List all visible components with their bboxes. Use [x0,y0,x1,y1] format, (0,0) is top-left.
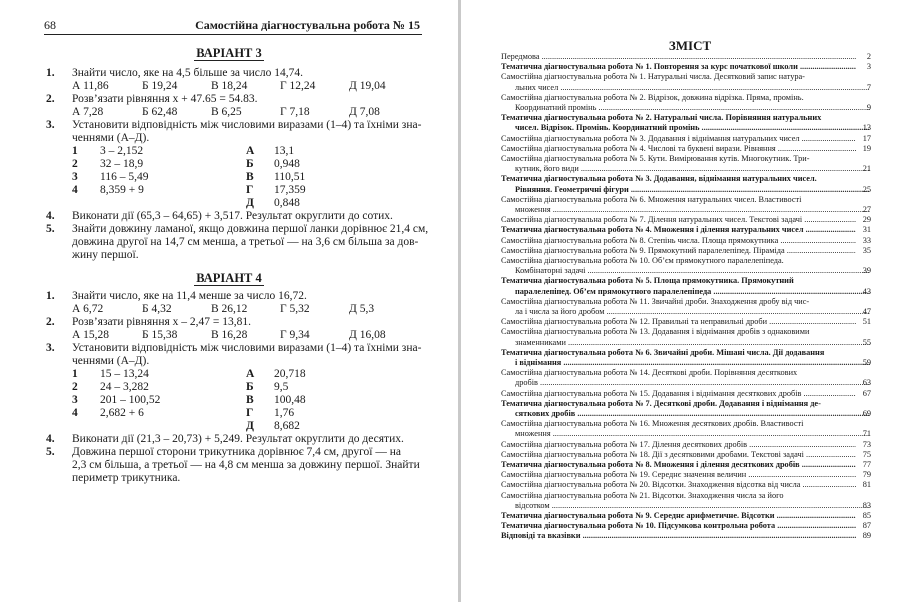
toc-page-number: 27 [862,204,871,214]
toc-page-number: 81 [862,480,871,490]
toc-entry-text: Тематична діагностувальна робота № 6. Звичайні дроби. Мішані числа. Дії додавання [501,347,825,357]
toc-entry-text: Самостійна діагностувальна робота № 11. Звичайні дроби. Знаходження дробу від чис- [501,296,810,306]
toc-page-number: 3 [866,62,871,72]
v3-q4-number: 4. [46,210,55,222]
toc-page-number: 33 [862,235,871,245]
left-page [0,0,458,602]
toc-entry-text: Відповіді та вказівки ..... [501,531,856,541]
v3-q5-text-line2: довжина другої на 14,7 см менша, а третьої — на 3,6 см більша за дов- [72,236,419,248]
toc-entry-text: Рівняння. Геометричні фігури ..... [501,185,870,195]
v4-q2-number: 2. [46,316,55,328]
toc-entry-text: льних чисел ..... [501,83,870,93]
toc-page-number: 85 [862,511,871,520]
v4-q3-text-line1: Установити відповідність між числовими виразами (1–4) та їхніми зна- [72,342,422,354]
v3-item-e-letter: Д [246,197,254,209]
v4-q3-text-line2: ченнями (А–Д). [72,355,150,367]
toc-entry-text: Самостійна діагностувальна робота № 4. Числові та буквені вирази. Рівняння ..... [501,144,856,154]
v4-item-a-value: 20,718 [274,368,306,380]
toc-entry-text: множення ..... [501,205,870,215]
toc-entry-text: Самостійна діагностувальна робота № 1. Натуральні числа. Десятковий запис натура- [501,72,805,82]
v3-q2-number: 2. [46,93,55,105]
running-title: Самостійна діагностувальна робота № 15 [195,18,420,32]
toc-entry-text: Самостійна діагностувальна робота № 14. Десяткові дроби. Порівняння десяткових [501,368,798,378]
v3-q1-option-e: Д 19,04 [349,80,386,92]
toc-entry-text: Самостійна діагностувальна робота № 10. Об’єм прямокутного паралелепіпеда. [501,256,784,265]
v4-q1-option-e: Д 5,3 [349,303,375,315]
toc-entry-text: Тематична діагностувальна робота № 3. Додавання, віднімання натуральних чисел. [501,174,817,184]
v4-item-a-letter: А [246,368,255,380]
toc-entry-text: Самостійна діагностувальна робота № 16. Множення десяткових дробів. Властивості [501,419,804,429]
toc-page-number: 73 [862,439,871,449]
v4-item-3-expr: 201 – 100,52 [100,394,161,406]
toc-entry-text: Самостійна діагностувальна робота № 9. Прямокутний паралелепіпед. Піраміда ..... [501,246,856,256]
v4-item-2-number: 2 [72,381,78,393]
v4-q1-option-a: А 6,72 [72,303,104,315]
v3-q3-text-line1: Установити відповідність між числовими виразами (1–4) та їхніми зна- [72,119,422,131]
v3-item-1-expr: 3 – 2,152 [100,145,144,157]
v4-q2-option-c: В 16,28 [211,329,248,341]
toc-page-number: 55 [862,337,871,347]
toc-entry-text: паралелепіпед. Об’єм прямокутного паралелепіпеда ..... [501,287,870,297]
v3-item-4-number: 4 [72,184,78,196]
toc-page-number: 63 [862,378,871,388]
v3-item-a-letter: А [246,145,255,157]
v3-item-4-expr: 8,359 + 9 [100,184,144,196]
v3-item-c-value: 110,51 [274,171,306,183]
toc-entry-text: дробів ..... [501,378,870,388]
v4-q2-option-b: Б 15,38 [142,329,178,341]
v4-item-b-letter: Б [246,381,254,393]
toc-page-number: 31 [862,225,871,235]
v4-item-e-letter: Д [246,420,254,432]
v3-q1-number: 1. [46,67,55,79]
v3-item-d-value: 17,359 [274,184,306,196]
v4-q2-text: Розв’язати рівняння x – 2,47 = 13,81. [72,316,252,328]
v3-item-1-number: 1 [72,145,78,157]
toc-entry-text: Самостійна діагностувальна робота № 12. Правильні та неправильні дроби ..... [501,317,856,327]
v4-q1-option-c: В 26,12 [211,303,248,315]
toc-entry-text: Самостійна діагностувальна робота № 8. Степінь числа. Площа прямокутника ..... [501,236,856,246]
toc-page-number: 79 [862,470,871,480]
v3-q1-option-b: Б 19,24 [142,80,178,92]
toc-page-number: 75 [862,449,871,459]
v3-item-e-value: 0,848 [274,197,300,209]
toc-page-number: 2 [866,52,871,61]
v4-item-2-expr: 24 – 3,282 [100,381,149,393]
v3-q5-text-line1: Знайти довжину ламаної, якщо довжина першої ланки дорівнює 21,4 см, [72,223,429,235]
toc-page-number: 67 [862,388,871,398]
toc-page-number: 17 [862,133,871,143]
v3-q2-option-d: Г 7,18 [280,106,310,118]
toc-page-number: 77 [862,460,871,469]
toc-entry-text: Самостійна діагностувальна робота № 17. Ділення десяткових дробів ..... [501,440,856,450]
v4-q5-number: 5. [46,446,55,458]
v3-q2-option-c: В 6,25 [211,106,242,118]
toc-entry-text: знаменниками ..... [501,338,870,348]
v4-q5-text-line2: 2,3 см більша, а третьої — на 4,8 см менша за довжину першої. Знайти [72,459,420,471]
v4-q2-option-d: Г 9,34 [280,329,310,341]
toc-entry-text: Тематична діагностувальна робота № 2. Натуральні числа. Порівняння натуральних [501,113,822,123]
toc-page-number: 87 [862,521,871,531]
v3-item-2-number: 2 [72,158,78,170]
toc-page-number: 39 [862,266,871,276]
v3-item-b-value: 0,948 [274,158,300,170]
v3-q2-text: Розв’язати рівняння x + 47.65 = 54.83. [72,93,258,105]
v4-item-c-letter: В [246,394,254,406]
toc-entry-text: Самостійна діагностувальна робота № 3. Додавання і віднімання натуральних чисел ..... [501,134,856,144]
toc-entry-text: сяткових дробів ..... [501,409,870,419]
toc-page-number: 7 [866,82,871,92]
v4-item-1-number: 1 [72,368,78,380]
v3-q2-option-b: Б 62,48 [142,106,178,118]
toc-page-number: 19 [862,143,871,153]
toc-page-number: 47 [862,306,871,316]
v3-item-2-expr: 32 – 18,9 [100,158,144,170]
toc-entry-text: Тематична діагностувальна робота № 7. Десяткові дроби. Додавання і віднімання де- [501,398,821,408]
toc-page-number: 35 [862,245,871,255]
v4-item-b-value: 9,5 [274,381,289,393]
variant-4-title: ВАРІАНТ 4 [196,271,262,285]
v4-item-d-value: 1,76 [274,407,295,419]
v4-q5-text-line3: периметр трикутника. [72,472,181,484]
v4-q3-number: 3. [46,342,55,354]
toc-entry-text: Передмова ..... [501,52,856,62]
variant-3-title: ВАРІАНТ 3 [196,46,262,60]
v4-q4-text: Виконати дії (21,3 – 20,73) + 5,249. Результат округлити до десятих. [72,433,404,445]
right-page [461,0,919,602]
v3-q1-option-a: А 11,86 [72,80,109,92]
toc-entry-text: Тематична діагностувальна робота № 4. Множення і ділення натуральних чисел ..... [501,225,856,235]
toc-entry-text: ла і числа за його дробом ..... [501,307,870,317]
toc-entry-text: Тематична діагностувальна робота № 10. Підсумкова контрольна робота ..... [501,521,856,531]
toc-entry-text: Комбінаторні задачі ..... [501,266,870,276]
toc-entry-text: Самостійна діагностувальна робота № 21. Відсотки. Знаходження числа за його [501,490,784,500]
toc-page-number: 71 [862,429,871,439]
v3-q2-option-e: Д 7,08 [349,106,380,118]
v4-q2-option-e: Д 16,08 [349,329,386,341]
toc-title: ЗМІСТ [668,38,712,53]
toc-entry-text: множення ..... [501,429,870,439]
v3-q3-text-line2: ченнями (А–Д). [72,132,150,144]
toc-entry-text: Самостійна діагностувальна робота № 15. Додавання і віднімання десяткових дробів ..... [501,389,856,399]
v3-q5-text-line3: жину першої. [72,249,139,261]
v4-q4-number: 4. [46,433,55,445]
toc-page-number: 89 [862,531,871,541]
toc-entry-text: Координатний промінь ..... [501,103,870,113]
v4-item-d-letter: Г [246,407,254,419]
toc-entry-text: Тематична діагностувальна робота № 8. Множення і ділення десяткових дробів ..... [501,460,856,470]
v3-q2-option-a: А 7,28 [72,106,104,118]
toc-page-number: 43 [862,286,871,296]
v4-q2-option-a: А 15,28 [72,329,110,341]
toc-entry-text: Самостійна діагностувальна робота № 18. Дії з десятковими дробами. Текстові задачі ..... [501,450,856,460]
v4-item-e-value: 8,682 [274,420,300,432]
toc-entry-text: Самостійна діагностувальна робота № 13. Додавання і віднімання дробів з однаковими [501,327,810,337]
v4-item-4-number: 4 [72,407,78,419]
toc-page-number: 25 [862,184,871,194]
v4-item-1-expr: 15 – 13,24 [100,368,149,380]
v4-q1-option-d: Г 5,32 [280,303,310,315]
v3-item-3-number: 3 [72,171,78,183]
toc-entry-text: Самостійна діагностувальна робота № 20. Відсотки. Знаходження відсотка від числа ..... [501,480,856,490]
v4-q1-text: Знайти число, яке на 11,4 менше за число 16,72. [72,290,307,302]
v3-q4-text: Виконати дії (65,3 – 64,65) + 3,517. Результат округлити до сотих. [72,210,393,222]
v4-q1-number: 1. [46,290,55,302]
toc-page-number: 69 [862,408,871,418]
toc-entry-text: Самостійна діагностувальна робота № 5. Кути. Вимірювання кутів. Многокутник. Три- [501,154,810,163]
toc-entry-text: кутник, його види ..... [501,164,870,174]
v3-item-b-letter: Б [246,158,254,170]
toc-entry-text: Самостійна діагностувальна робота № 19. Середнє значення величин ..... [501,470,856,480]
v4-q1-option-b: Б 4,32 [142,303,172,315]
toc-entry-text: відсотком ..... [501,501,870,511]
toc-entry-text: Самостійна діагностувальна робота № 2. Відрізок, довжина відрізка. Пряма, промінь. [501,92,804,102]
toc-page-number: 9 [866,102,871,112]
v3-q5-number: 5. [46,223,55,235]
v3-q1-option-c: В 18,24 [211,80,248,92]
toc-entry-text: чисел. Відрізок. Промінь. Координатний промінь ..... [501,123,870,133]
toc-entry-text: Тематична діагностувальна робота № 9. Середнє арифметичне. Відсотки ..... [501,511,856,521]
toc-page-number: 13 [862,123,871,133]
toc-page-number: 21 [862,164,871,174]
v3-q1-option-d: Г 12,24 [280,80,316,92]
v3-item-a-value: 13,1 [274,145,295,157]
v3-item-3-expr: 116 – 5,49 [100,171,149,183]
toc-entry-text: і віднімання ..... [501,358,870,368]
v4-item-c-value: 100,48 [274,394,306,406]
toc-entry-text: Самостійна діагностувальна робота № 7. Ділення натуральних чисел. Текстові задачі ..... [501,215,856,225]
toc-entry-text: Самостійна діагностувальна робота № 6. Множення натуральних чисел. Властивості [501,194,802,204]
v4-item-4-expr: 2,682 + 6 [100,407,144,419]
v3-q3-number: 3. [46,119,55,131]
toc-entry-text: Тематична діагностувальна робота № 1. Повторення за курс початкової школи ..... [501,62,856,72]
v3-item-c-letter: В [246,171,254,183]
v3-q1-text: Знайти число, яке на 4,5 більше за число 14,74. [72,67,304,79]
v3-item-d-letter: Г [246,184,254,196]
toc-entry-text: Тематична діагностувальна робота № 5. Площа прямокутника. Прямокутний [501,276,794,286]
v4-item-3-number: 3 [72,394,78,406]
page-number: 68 [44,18,56,32]
toc-page-number: 59 [862,357,871,367]
toc-page-number: 83 [862,500,871,510]
running-header [44,18,422,35]
toc-page-number: 51 [862,317,871,327]
toc-page-number: 29 [862,215,871,225]
v4-q5-text-line1: Довжина першої сторони трикутника дорівнює 7,4 см, другої — на [72,446,401,458]
